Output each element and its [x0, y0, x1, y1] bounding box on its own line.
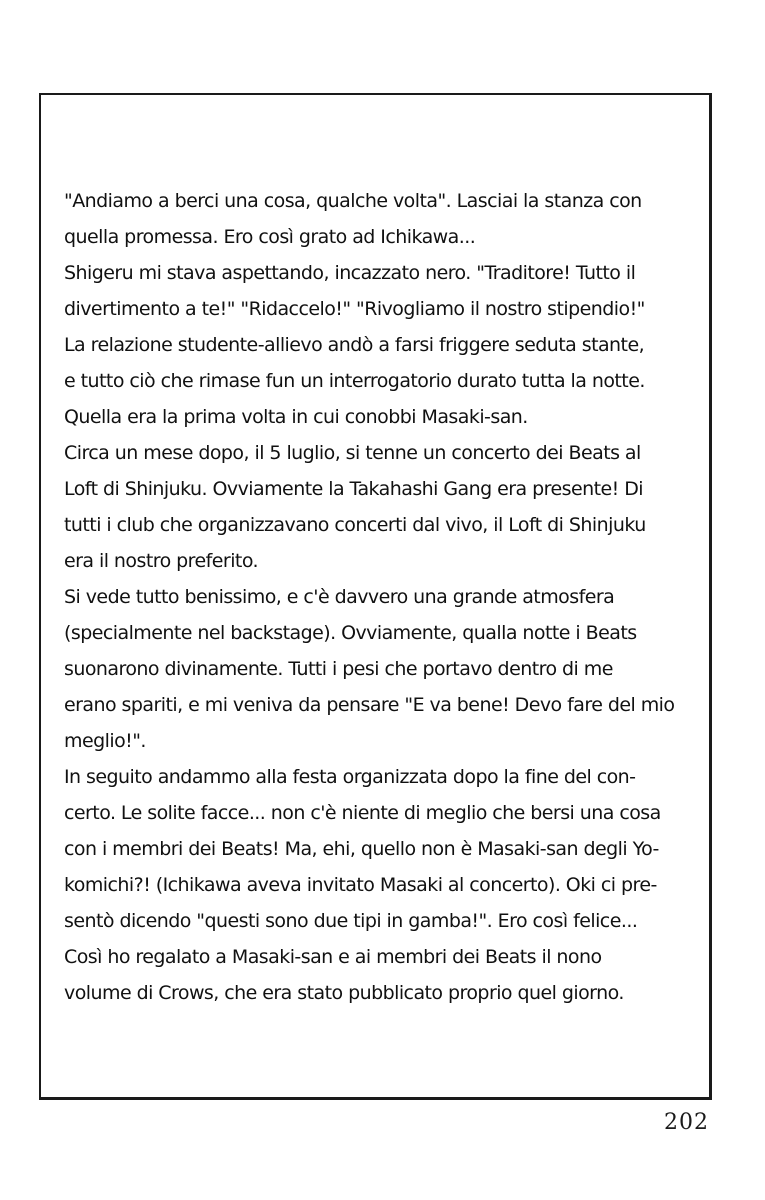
text-line: Circa un mese dopo, il 5 luglio, si tenne un concerto dei Beats al: [64, 442, 641, 464]
text-line: Si vede tutto benissimo, e c'è davvero una grande atmosfera: [64, 586, 615, 608]
text-line: quella promessa. Ero così grato ad Ichikawa...: [64, 226, 476, 248]
text-frame: [39, 93, 712, 1100]
text-line: (specialmente nel backstage). Ovviamente, qualla notte i Beats: [64, 622, 637, 644]
text-line: era il nostro preferito.: [64, 550, 259, 572]
text-line: erano spariti, e mi veniva da pensare "E va bene! Devo fare del mio: [64, 694, 675, 716]
text-line: La relazione studente-allievo andò a farsi friggere seduta stante,: [64, 334, 645, 356]
text-line: con i membri dei Beats! Ma, ehi, quello non è Masaki-san degli Yo-: [64, 838, 659, 860]
page-number: 202: [664, 1110, 709, 1135]
text-line: volume di Crows, che era stato pubblicato proprio quel giorno.: [64, 982, 624, 1004]
text-line: divertimento a te!" "Ridaccelo!" "Rivogliamo il nostro stipendio!": [64, 298, 645, 320]
text-line: komichi?! (Ichikawa aveva invitato Masaki al concerto). Oki ci pre-: [64, 874, 657, 896]
text-line: In seguito andammo alla festa organizzata dopo la fine del con-: [64, 766, 636, 788]
text-line: Shigeru mi stava aspettando, incazzato nero. "Traditore! Tutto il: [64, 262, 636, 284]
text-line: meglio!".: [64, 730, 146, 752]
text-line: Quella era la prima volta in cui conobbi Masaki-san.: [64, 406, 528, 428]
body-text: [64, 183, 704, 1011]
text-line: e tutto ciò che rimase fun un interrogatorio durato tutta la notte.: [64, 370, 645, 392]
text-line: sentò dicendo "questi sono due tipi in gamba!". Ero così felice...: [64, 910, 638, 932]
text-line: tutti i club che organizzavano concerti dal vivo, il Loft di Shinjuku: [64, 514, 646, 536]
text-line: certo. Le solite facce... non c'è niente di meglio che bersi una cosa: [64, 802, 661, 824]
text-line: Loft di Shinjuku. Ovviamente la Takahashi Gang era presente! Di: [64, 478, 644, 500]
text-line: Così ho regalato a Masaki-san e ai membri dei Beats il nono: [64, 946, 602, 968]
text-line: suonarono divinamente. Tutti i pesi che portavo dentro di me: [64, 658, 613, 680]
text-line: "Andiamo a berci una cosa, qualche volta". Lasciai la stanza con: [64, 190, 642, 212]
